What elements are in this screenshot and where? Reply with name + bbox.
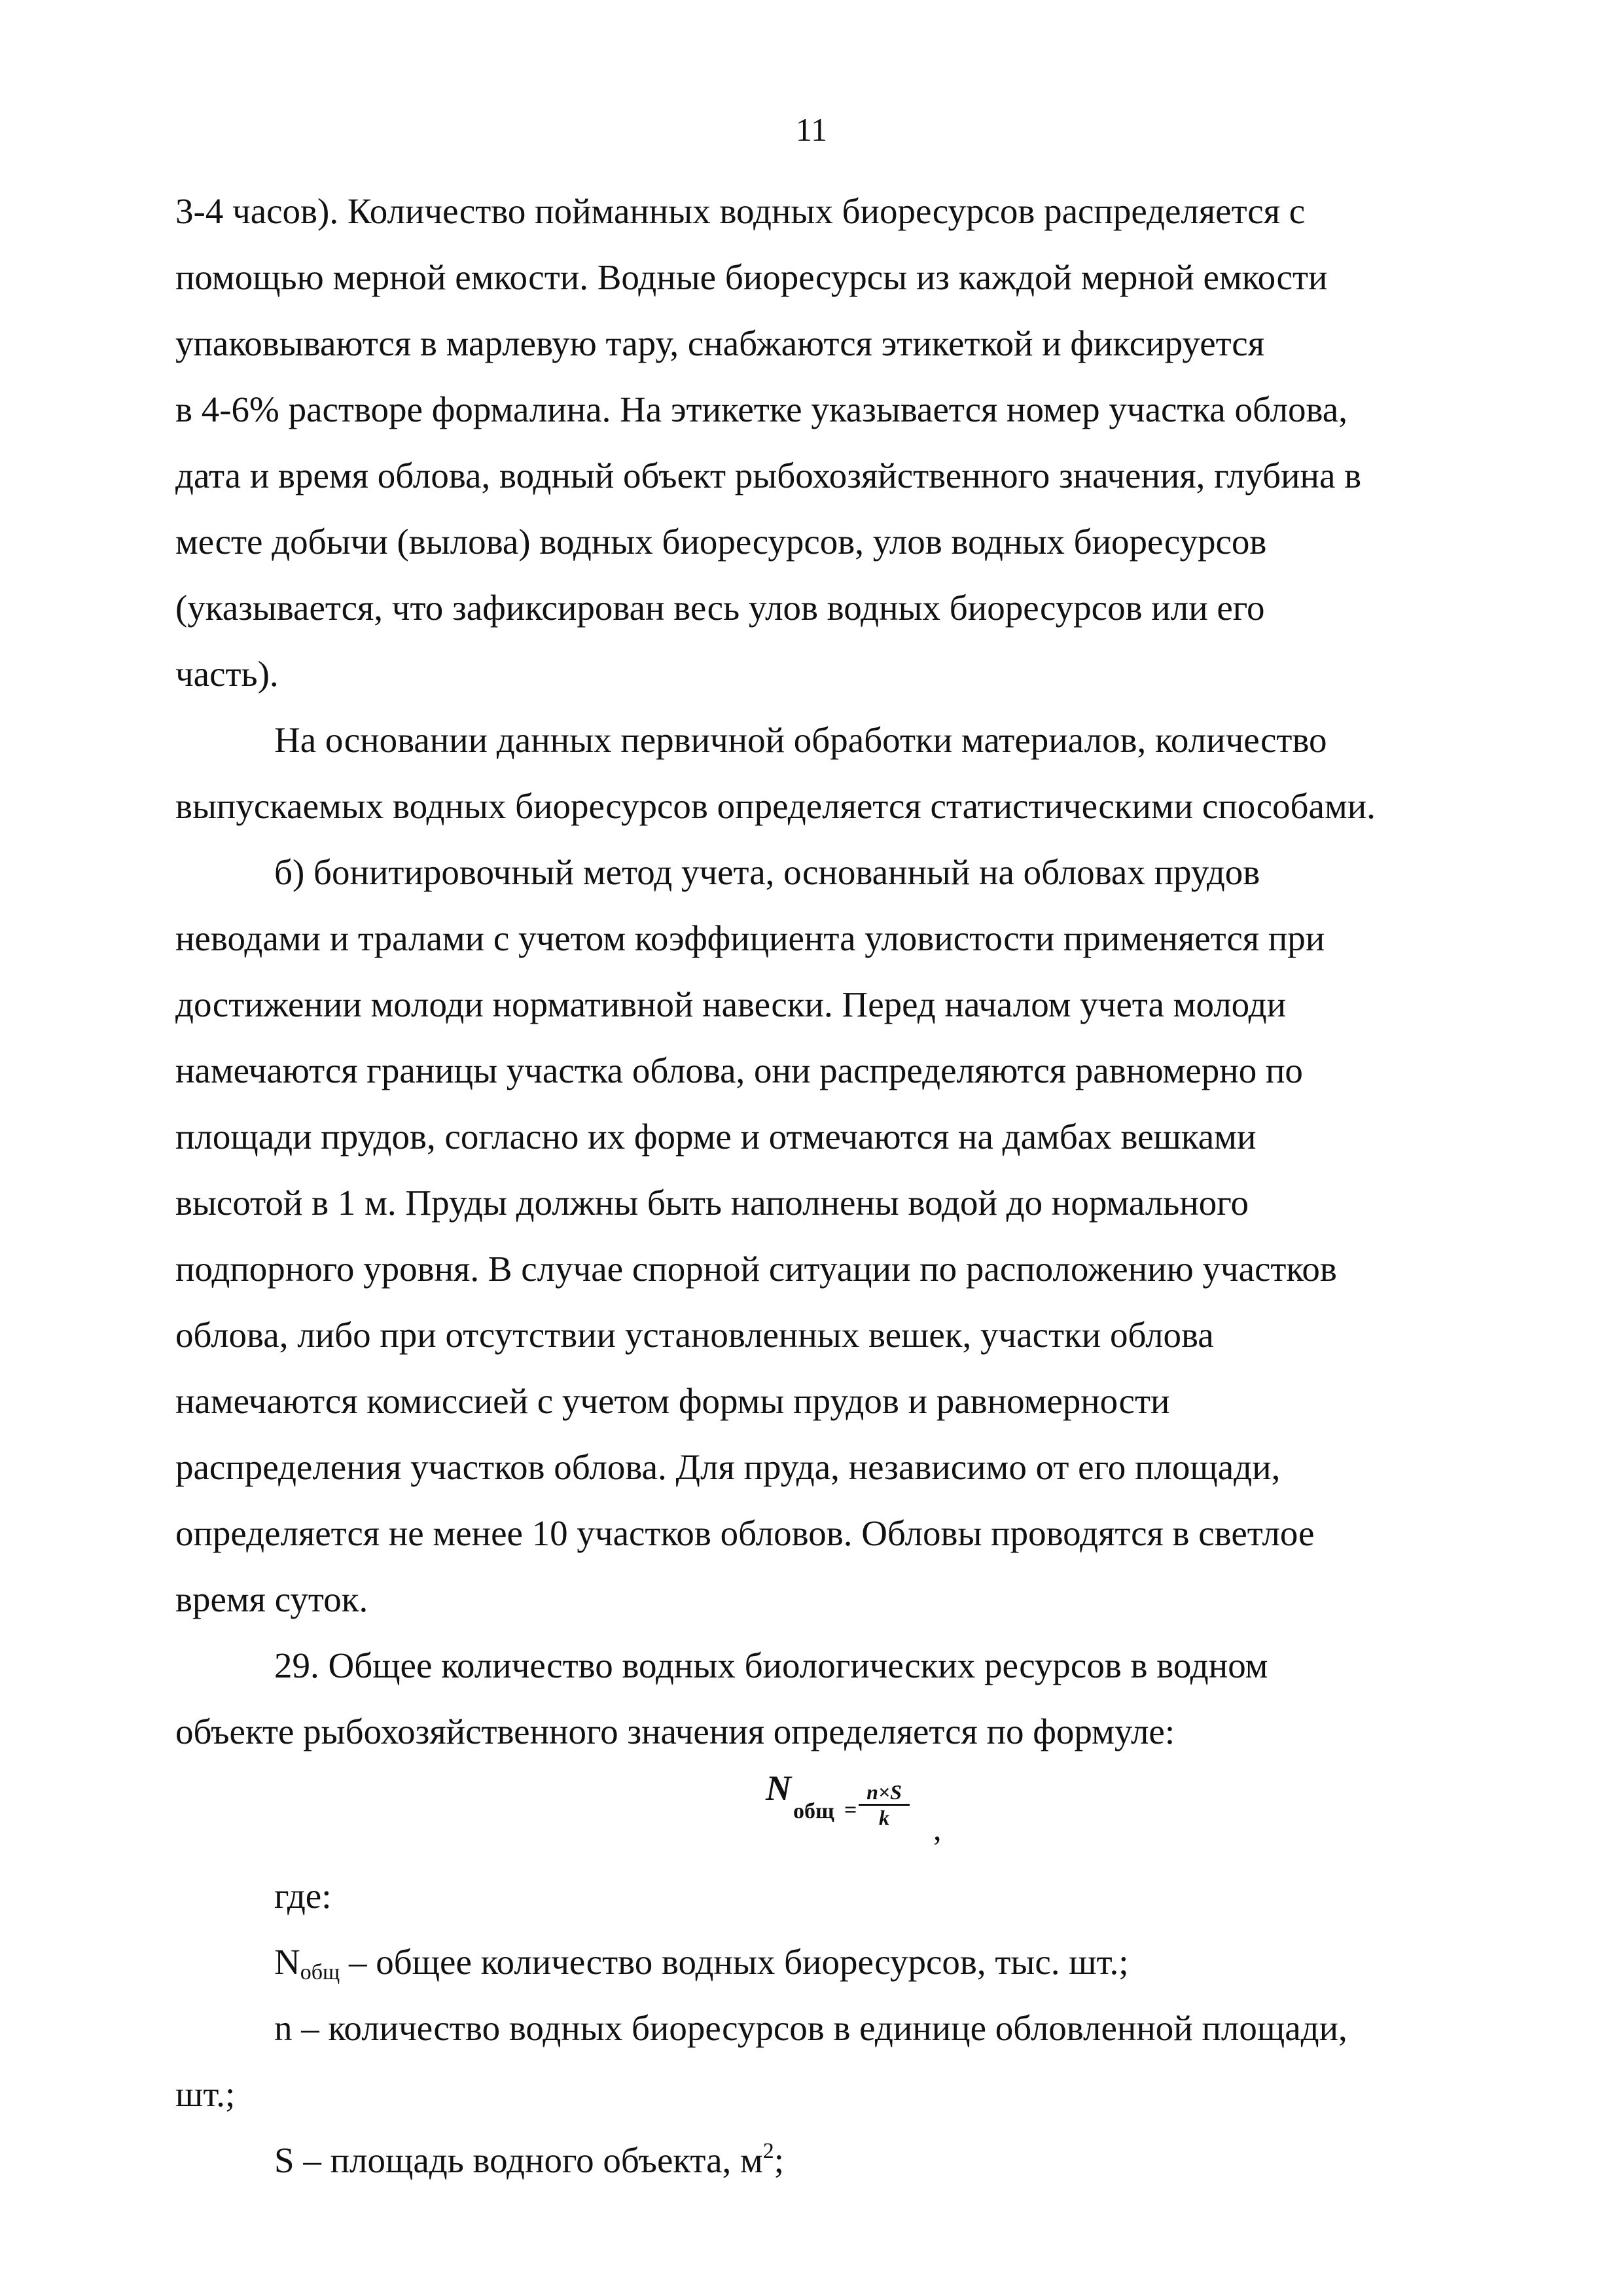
text-line: неводами и тралами с учетом коэффициента уловистости применяется при (175, 918, 1325, 958)
definition-subscript: общ (300, 1960, 340, 1984)
definition-s (175, 2127, 1466, 2193)
text-line: помощью мерной емкости. Водные биоресурсы из каждой мерной емкости (175, 257, 1328, 297)
definition-n-total (175, 1929, 1466, 1995)
document-body (175, 178, 1466, 2193)
definition-text: – общее количество водных биоресурсов, тыс. шт.; (340, 1942, 1129, 1982)
formula-subscript: общ (793, 1799, 834, 1823)
text-line: подпорного уровня. В случае спорной ситуации по расположению участков (175, 1249, 1337, 1289)
text-line: 3-4 часов). Количество пойманных водных биоресурсов распределяется с (175, 191, 1306, 231)
text-line: дата и время облова, водный объект рыбохозяйственного значения, глубина в (175, 456, 1362, 495)
definition-n: n – количество водных биоресурсов в единице обловленной площади, (274, 2008, 1347, 2048)
text-line: намечаются комиссией с учетом формы прудов и равномерности (175, 1381, 1170, 1421)
definition-superscript: 2 (762, 2139, 774, 2163)
formula-symbol: N (766, 1768, 791, 1808)
definition-text: S – площадь водного объекта, м (274, 2140, 763, 2180)
text-line: площади прудов, согласно их форме и отмечаются на дамбах вешками (175, 1117, 1257, 1157)
text-line: определяется не менее 10 участков обловов. Обловы проводятся в светлое (175, 1513, 1315, 1553)
text-line: намечаются границы участка облова, они распределяются равномерно по (175, 1050, 1303, 1090)
formula-equals: = (844, 1798, 857, 1822)
text-line: 29. Общее количество водных биологических ресурсов в водном (274, 1645, 1268, 1685)
formula (175, 1765, 1466, 1863)
text-line: объекте рыбохозяйственного значения определяется по формуле: (175, 1712, 1175, 1751)
text-line: в 4-6% растворе формалина. На этикетке указывается номер участка облова, (175, 389, 1347, 429)
text-line: облова, либо при отсутствии установленных вешек, участки облова (175, 1315, 1214, 1355)
text-line: (указывается, что зафиксирован весь улов водных биоресурсов или его (175, 588, 1265, 628)
where-label: где: (274, 1876, 332, 1916)
text-line: достижении молоди нормативной навески. Перед началом учета молоди (175, 984, 1286, 1024)
formula-numerator: n×S (859, 1780, 910, 1806)
formula-expression (766, 1768, 1001, 1847)
text-line: высотой в 1 м. Пруды должны быть наполнены водой до нормального (175, 1183, 1249, 1223)
text-line: выпускаемых водных биоресурсов определяется статистическими способами. (175, 786, 1376, 826)
definition-n-continued: шт.; (175, 2074, 236, 2114)
text-line: месте добычи (вылова) водных биоресурсов, улов водных биоресурсов (175, 522, 1267, 562)
text-line: часть). (175, 654, 279, 694)
text-line: На основании данных первичной обработки материалов, количество (274, 720, 1327, 760)
text-line: упаковываются в марлевую тару, снабжаются этикеткой и фиксируется (175, 323, 1265, 363)
definition-punctuation: ; (774, 2140, 785, 2180)
formula-fraction (859, 1780, 910, 1829)
text-line: время суток. (175, 1579, 368, 1619)
formula-denominator: k (879, 1806, 889, 1829)
text-line: распределения участков облова. Для пруда, независимо от его площади, (175, 1447, 1281, 1487)
definition-symbol: N (274, 1942, 300, 1982)
formula-comma: , (933, 1810, 942, 1847)
text-line: б) бонитировочный метод учета, основанный на обловах прудов (274, 852, 1260, 892)
page-number: 11 (795, 111, 828, 148)
